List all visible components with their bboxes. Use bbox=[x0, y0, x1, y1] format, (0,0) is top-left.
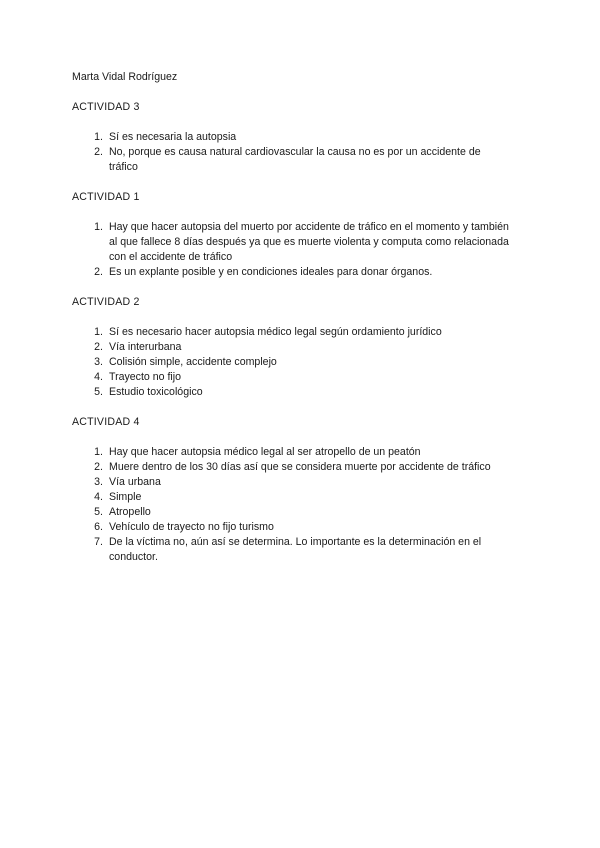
list-item: 5. Atropello bbox=[94, 506, 151, 518]
list-item: 7. De la víctima no, aún así se determina. Lo importante es la determinación en el conductor. bbox=[94, 536, 482, 563]
answer-list-actividad-2 bbox=[72, 325, 512, 400]
list-item: 1. Hay que hacer autopsia del muerto por accidente de tráfico en el momento y también al que fallece 8 días después ya que es muerte violenta y computa como relacionada con el accidente de tráfico bbox=[94, 221, 509, 263]
list-item: 3. Colisión simple, accidente complejo bbox=[94, 356, 277, 368]
list-item: 5. Estudio toxicológico bbox=[94, 386, 203, 398]
section-title-actividad-2: ACTIVIDAD 2 bbox=[72, 296, 140, 308]
answer-list-actividad-3 bbox=[72, 130, 512, 175]
document-page bbox=[72, 70, 512, 565]
list-item: 2. No, porque es causa natural cardiovascular la causa no es por un accidente de tráfico bbox=[94, 146, 481, 173]
list-item: 2. Es un explante posible y en condiciones ideales para donar órganos. bbox=[94, 266, 433, 278]
list-item: 3. Vía urbana bbox=[94, 476, 161, 488]
author-name: Marta Vidal Rodríguez bbox=[72, 71, 178, 83]
list-item: 2. Vía interurbana bbox=[94, 341, 182, 353]
section-title-actividad-1: ACTIVIDAD 1 bbox=[72, 191, 140, 203]
list-item: 1. Sí es necesario hacer autopsia médico legal según ordamiento jurídico bbox=[94, 326, 442, 338]
answer-list-actividad-4 bbox=[72, 445, 512, 565]
list-item: 1. Hay que hacer autopsia médico legal al ser atropello de un peatón bbox=[94, 446, 421, 458]
section-title-actividad-3: ACTIVIDAD 3 bbox=[72, 101, 140, 113]
list-item: 4. Trayecto no fijo bbox=[94, 371, 182, 383]
list-item: 1. Sí es necesaria la autopsia bbox=[94, 131, 237, 143]
list-item: 6. Vehículo de trayecto no fijo turismo bbox=[94, 521, 274, 533]
answer-list-actividad-1 bbox=[72, 220, 512, 280]
section-title-actividad-4: ACTIVIDAD 4 bbox=[72, 416, 140, 428]
list-item: 4. Simple bbox=[94, 491, 142, 503]
list-item: 2. Muere dentro de los 30 días así que se considera muerte por accidente de tráfico bbox=[94, 461, 491, 473]
